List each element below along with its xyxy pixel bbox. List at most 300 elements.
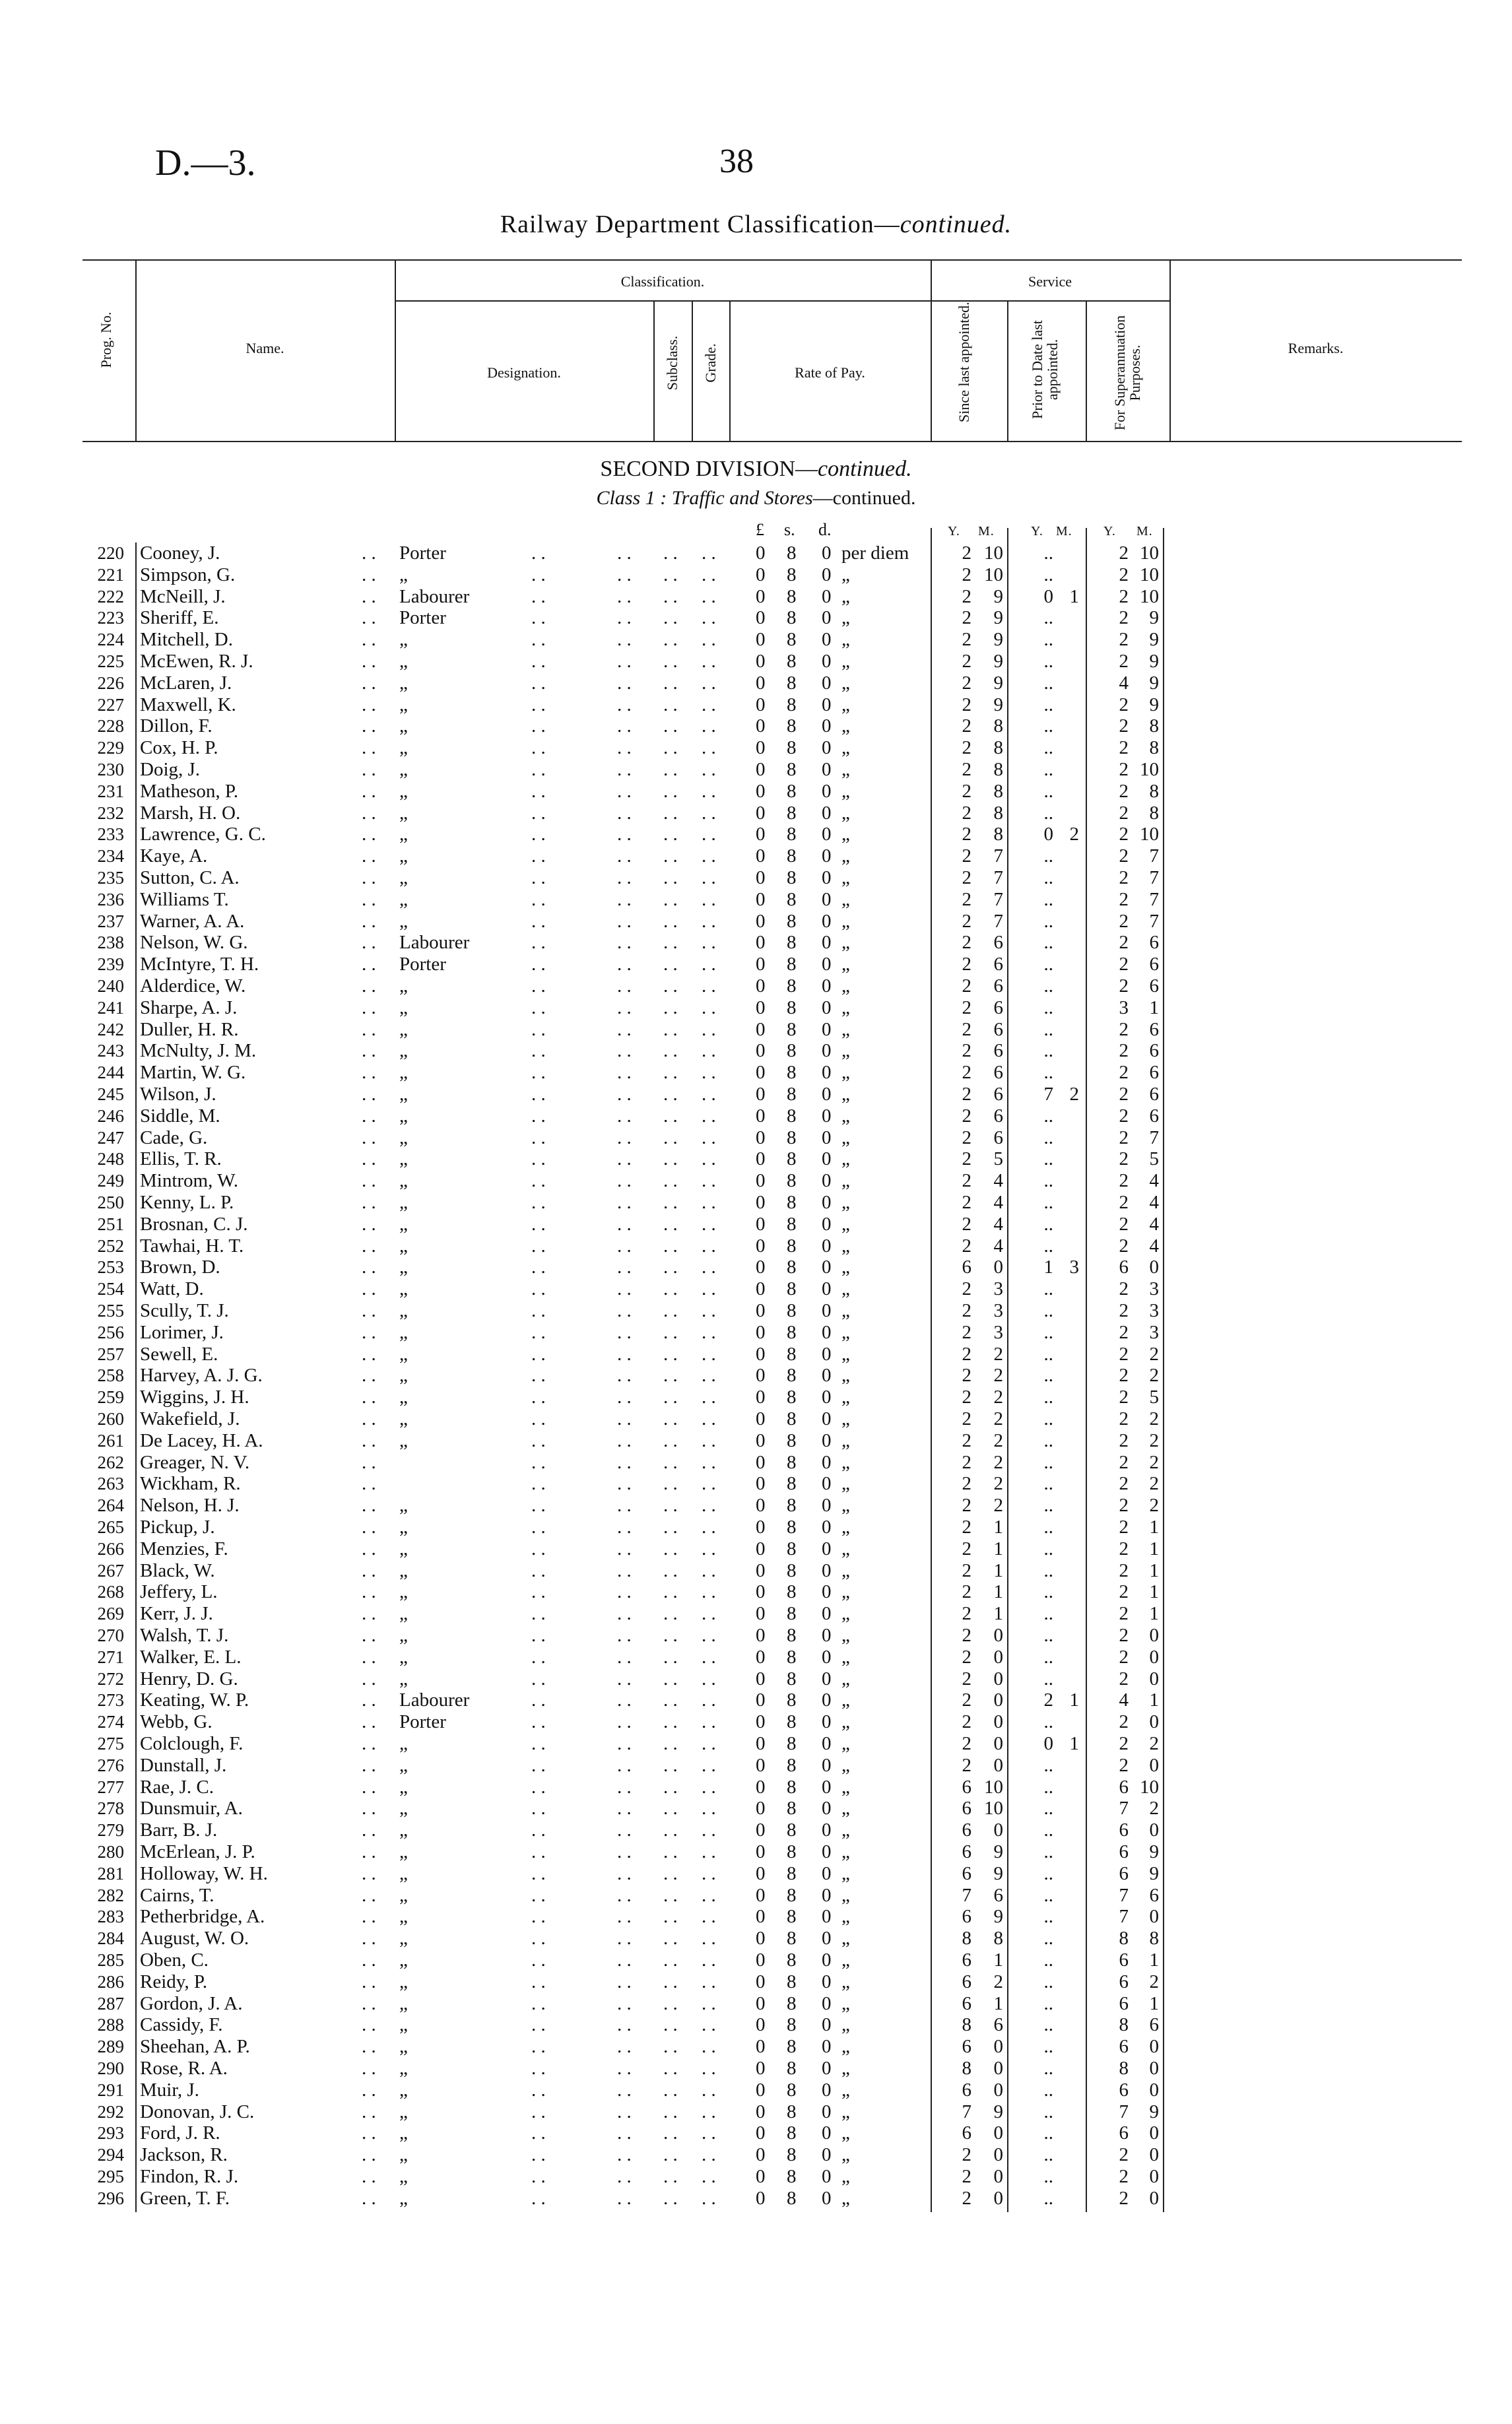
- table-row: [0, 1473, 1512, 1495]
- leader-dots: . .: [617, 802, 632, 824]
- designation: „: [399, 1819, 408, 1841]
- leader-dots: . .: [617, 1689, 632, 1711]
- rate-pounds: 0: [756, 1127, 766, 1148]
- super-years: 2: [1119, 1625, 1129, 1646]
- rate-pence: 0: [822, 824, 832, 845]
- leader-dots: . .: [531, 1387, 546, 1408]
- since-years: 8: [962, 2014, 971, 2036]
- super-months: 0: [1149, 2122, 1159, 2144]
- rate-pounds: 0: [756, 1300, 766, 1321]
- leader-dots: . .: [702, 1235, 716, 1257]
- super-months: 2: [1149, 1365, 1159, 1387]
- rate-pounds: 0: [756, 2166, 766, 2187]
- designation: Labourer: [399, 585, 470, 607]
- leader-dots: . .: [702, 954, 716, 975]
- prog-number: 282: [97, 1885, 124, 1905]
- prior-years: ..: [1043, 975, 1053, 997]
- leader-dots: . .: [362, 2079, 376, 2101]
- employee-name: Webb, G.: [140, 1711, 213, 1733]
- rate-pence: 0: [822, 1084, 832, 1105]
- leader-dots: . .: [663, 1278, 678, 1300]
- leader-dots: . .: [531, 1062, 546, 1084]
- prog-number: 236: [97, 889, 124, 909]
- leader-dots: . .: [531, 1018, 546, 1040]
- since-years: 2: [962, 759, 971, 780]
- super-years: 2: [1119, 1408, 1129, 1429]
- rate-shillings: 8: [787, 2122, 797, 2144]
- since-years: 2: [962, 1084, 971, 1105]
- rate-pounds: 0: [756, 1062, 766, 1084]
- super-years: 3: [1119, 997, 1129, 1018]
- prog-number: 248: [97, 1149, 124, 1169]
- prog-number: 223: [97, 608, 124, 628]
- rate-pence: 0: [822, 1949, 832, 1971]
- leader-dots: . .: [617, 1105, 632, 1127]
- rate-period: „: [841, 1387, 850, 1408]
- employee-name: Nelson, H. J.: [140, 1495, 240, 1517]
- prior-years: ..: [1043, 1754, 1053, 1776]
- since-years: 2: [962, 2144, 971, 2166]
- leader-dots: . .: [663, 1321, 678, 1343]
- rate-pence: 0: [822, 1495, 832, 1517]
- leader-dots: . .: [617, 1084, 632, 1105]
- rate-period: „: [841, 1841, 850, 1862]
- employee-name: Williams T.: [140, 888, 229, 910]
- super-years: 6: [1119, 2122, 1129, 2144]
- super-months: 2: [1149, 1429, 1159, 1451]
- class-name: Class 1 : Traffic and Stores: [596, 487, 813, 509]
- designation: „: [399, 1192, 408, 1213]
- leader-dots: . .: [362, 1559, 376, 1581]
- rate-pounds: 0: [756, 1928, 766, 1949]
- rate-period: „: [841, 867, 850, 888]
- table-row: [0, 542, 1512, 564]
- designation: „: [399, 2187, 408, 2209]
- leader-dots: . .: [663, 1581, 678, 1603]
- designation: „: [399, 910, 408, 932]
- since-months: 10: [984, 1798, 1003, 1819]
- leader-dots: . .: [362, 1387, 376, 1408]
- since-months: 9: [993, 1906, 1003, 1928]
- super-years: 2: [1119, 585, 1129, 607]
- leader-dots: . .: [617, 629, 632, 651]
- designation: „: [399, 2079, 408, 2101]
- since-months: 6: [993, 1062, 1003, 1084]
- leader-dots: . .: [531, 1538, 546, 1559]
- leader-dots: . .: [531, 564, 546, 585]
- leader-dots: . .: [531, 975, 546, 997]
- prog-number: 274: [97, 1712, 124, 1732]
- employee-name: Barr, B. J.: [140, 1819, 218, 1841]
- designation: „: [399, 651, 408, 672]
- super-years: 2: [1119, 1084, 1129, 1105]
- designation: „: [399, 2144, 408, 2166]
- super-months: 10: [1140, 824, 1159, 845]
- leader-dots: . .: [531, 1451, 546, 1473]
- super-months: 7: [1149, 888, 1159, 910]
- leader-dots: . .: [362, 997, 376, 1018]
- since-months: 1: [993, 1517, 1003, 1538]
- prog-number: 258: [97, 1365, 124, 1386]
- since-months: 0: [993, 1257, 1003, 1278]
- super-months: 1: [1149, 1992, 1159, 2014]
- prog-number: 267: [97, 1560, 124, 1581]
- leader-dots: . .: [531, 1473, 546, 1495]
- super-years: 6: [1119, 2036, 1129, 2058]
- rate-pence: 0: [822, 1257, 832, 1278]
- leader-dots: . .: [362, 1473, 376, 1495]
- rate-period: „: [841, 1343, 850, 1365]
- prior-months: 1: [1069, 585, 1079, 607]
- prog-number: 256: [97, 1322, 124, 1342]
- rate-shillings: 8: [787, 1408, 797, 1429]
- since-months: 7: [993, 867, 1003, 888]
- rate-pence: 0: [822, 1776, 832, 1798]
- prior-years: ..: [1043, 1646, 1053, 1668]
- rate-pounds: 0: [756, 715, 766, 737]
- rate-pounds: 0: [756, 1646, 766, 1668]
- prog-number: 254: [97, 1279, 124, 1299]
- employee-name: Kerr, J. J.: [140, 1603, 213, 1625]
- leader-dots: . .: [362, 1646, 376, 1668]
- leader-dots: . .: [663, 1365, 678, 1387]
- prior-years: 0: [1043, 585, 1053, 607]
- rate-pence: 0: [822, 1992, 832, 2014]
- super-years: 6: [1119, 1776, 1129, 1798]
- leader-dots: . .: [531, 1668, 546, 1689]
- leader-dots: . .: [362, 1603, 376, 1625]
- super-years: 2: [1119, 1170, 1129, 1192]
- header-prior-to-date: Prior to Date last appointed.: [1029, 320, 1061, 419]
- rate-pounds: 0: [756, 954, 766, 975]
- rate-shillings: 8: [787, 824, 797, 845]
- designation: „: [399, 1625, 408, 1646]
- rate-pounds: 0: [756, 1711, 766, 1733]
- leader-dots: . .: [531, 1148, 546, 1170]
- prog-number: 222: [97, 586, 124, 606]
- table-row: [0, 954, 1512, 975]
- designation: „: [399, 2058, 408, 2079]
- rate-shillings: 8: [787, 585, 797, 607]
- division-continued: continued.: [818, 457, 912, 481]
- super-months: 4: [1149, 1235, 1159, 1257]
- prog-number: 245: [97, 1084, 124, 1104]
- prog-number: 244: [97, 1063, 124, 1083]
- table-row: [0, 911, 1512, 933]
- leader-dots: . .: [617, 888, 632, 910]
- employee-name: Doig, J.: [140, 759, 201, 780]
- rate-period: „: [841, 1040, 850, 1062]
- super-years: 2: [1119, 1365, 1129, 1387]
- super-months: 3: [1149, 1300, 1159, 1321]
- since-months: 5: [993, 1148, 1003, 1170]
- leader-dots: . .: [702, 2014, 716, 2036]
- leader-dots: . .: [531, 932, 546, 954]
- super-years: 8: [1119, 1928, 1129, 1949]
- since-months: 0: [993, 1689, 1003, 1711]
- table-row: [0, 1581, 1512, 1603]
- super-months: 5: [1149, 1387, 1159, 1408]
- table-row: [0, 1625, 1512, 1647]
- leader-dots: . .: [617, 780, 632, 802]
- super-months: 6: [1149, 975, 1159, 997]
- super-months: 9: [1149, 694, 1159, 715]
- since-months: 8: [993, 737, 1003, 759]
- employee-name: Reidy, P.: [140, 1971, 208, 1992]
- since-months: 9: [993, 651, 1003, 672]
- leader-dots: . .: [531, 2079, 546, 2101]
- prior-years: 1: [1043, 1257, 1053, 1278]
- leader-dots: . .: [617, 1495, 632, 1517]
- super-years: 2: [1119, 1321, 1129, 1343]
- since-years: 2: [962, 1365, 971, 1387]
- leader-dots: . .: [362, 1819, 376, 1841]
- rate-pounds: 0: [756, 1689, 766, 1711]
- employee-name: Duller, H. R.: [140, 1018, 239, 1040]
- since-years: 2: [962, 954, 971, 975]
- since-years: 8: [962, 2058, 971, 2079]
- rate-pounds: 0: [756, 1473, 766, 1495]
- super-months: 4: [1149, 1213, 1159, 1235]
- rate-pounds: 0: [756, 1343, 766, 1365]
- rate-shillings: 8: [787, 1127, 797, 1148]
- leader-dots: . .: [702, 1127, 716, 1148]
- super-months: 1: [1149, 1517, 1159, 1538]
- table-row: [0, 1777, 1512, 1798]
- table-row: [0, 2188, 1512, 2210]
- rate-pounds: 0: [756, 1668, 766, 1689]
- rate-period: „: [841, 1192, 850, 1213]
- table-row: [0, 1538, 1512, 1560]
- table-row: [0, 1452, 1512, 1474]
- leader-dots: . .: [617, 737, 632, 759]
- prior-months: 1: [1069, 1733, 1079, 1754]
- designation: „: [399, 1429, 408, 1451]
- super-months: 2: [1149, 1408, 1159, 1429]
- leader-dots: . .: [663, 2166, 678, 2187]
- super-years: 2: [1119, 1387, 1129, 1408]
- since-years: 2: [962, 1538, 971, 1559]
- since-years: 2: [962, 824, 971, 845]
- prog-number: 231: [97, 781, 124, 801]
- designation: „: [399, 780, 408, 802]
- rate-pounds: 0: [756, 1321, 766, 1343]
- super-years: 6: [1119, 1257, 1129, 1278]
- prior-years: ..: [1043, 1841, 1053, 1862]
- prior-years: ..: [1043, 2079, 1053, 2101]
- rate-period: „: [841, 1495, 850, 1517]
- super-months: 8: [1149, 780, 1159, 802]
- since-months: 2: [993, 1429, 1003, 1451]
- prior-months: 2: [1069, 824, 1079, 845]
- employee-name: Sheehan, A. P.: [140, 2036, 250, 2058]
- since-years: 2: [962, 1127, 971, 1148]
- since-months: 0: [993, 2187, 1003, 2209]
- rate-pence: 0: [822, 997, 832, 1018]
- leader-dots: . .: [702, 694, 716, 715]
- table-row: [0, 1928, 1512, 1949]
- rate-period: „: [841, 1213, 850, 1235]
- employee-name: Wilson, J.: [140, 1084, 216, 1105]
- rate-period: „: [841, 1711, 850, 1733]
- leader-dots: . .: [617, 954, 632, 975]
- rate-pounds: 0: [756, 2079, 766, 2101]
- super-months: 0: [1149, 1711, 1159, 1733]
- prior-months: 3: [1069, 1257, 1079, 1278]
- leader-dots: . .: [617, 1062, 632, 1084]
- designation: „: [399, 737, 408, 759]
- super-years: 6: [1119, 2079, 1129, 2101]
- rate-pounds: 0: [756, 1517, 766, 1538]
- leader-dots: . .: [531, 607, 546, 629]
- leader-dots: . .: [531, 2166, 546, 2187]
- super-years: 2: [1119, 1213, 1129, 1235]
- prior-years: ..: [1043, 1798, 1053, 1819]
- rate-period: „: [841, 1451, 850, 1473]
- employee-name: Walsh, T. J.: [140, 1625, 229, 1646]
- employee-name: Martin, W. G.: [140, 1062, 246, 1084]
- prior-years: ..: [1043, 1884, 1053, 1906]
- rate-period: „: [841, 1625, 850, 1646]
- since-years: 2: [962, 1105, 971, 1127]
- designation: „: [399, 1235, 408, 1257]
- leader-dots: . .: [531, 672, 546, 694]
- prior-years: ..: [1043, 1235, 1053, 1257]
- leader-dots: . .: [362, 802, 376, 824]
- designation: „: [399, 1884, 408, 1906]
- super-months: 6: [1149, 1084, 1159, 1105]
- rate-pence: 0: [822, 1105, 832, 1127]
- prior-years: ..: [1043, 607, 1053, 629]
- since-months: 0: [993, 2036, 1003, 2058]
- since-months: 10: [984, 542, 1003, 564]
- rate-pounds: 0: [756, 2036, 766, 2058]
- leader-dots: . .: [663, 1451, 678, 1473]
- leader-dots: . .: [531, 1949, 546, 1971]
- leader-dots: . .: [531, 888, 546, 910]
- designation: „: [399, 1668, 408, 1689]
- leader-dots: . .: [531, 1733, 546, 1754]
- rate-pence: 0: [822, 975, 832, 997]
- employee-name: Scully, T. J.: [140, 1300, 229, 1321]
- leader-dots: . .: [702, 845, 716, 867]
- since-months: 6: [993, 975, 1003, 997]
- rate-shillings: 8: [787, 1668, 797, 1689]
- leader-dots: . .: [663, 1819, 678, 1841]
- table-row: [0, 1863, 1512, 1885]
- rate-pounds: 0: [756, 737, 766, 759]
- rate-pounds: 0: [756, 651, 766, 672]
- table-row: [0, 715, 1512, 737]
- designation: „: [399, 1581, 408, 1603]
- rate-shillings: 8: [787, 1971, 797, 1992]
- rate-pence: 0: [822, 1040, 832, 1062]
- prior-years: ..: [1043, 888, 1053, 910]
- col-divider: [1007, 300, 1008, 441]
- prior-years: ..: [1043, 1040, 1053, 1062]
- super-months: 9: [1149, 672, 1159, 694]
- prior-years: ..: [1043, 1538, 1053, 1559]
- rate-period: „: [841, 1928, 850, 1949]
- leader-dots: . .: [362, 2101, 376, 2122]
- employee-name: Sutton, C. A.: [140, 867, 240, 888]
- super-months: 0: [1149, 1906, 1159, 1928]
- prior-years: ..: [1043, 542, 1053, 564]
- rate-pounds: 0: [756, 1495, 766, 1517]
- super-years: 6: [1119, 1971, 1129, 1992]
- since-months: 6: [993, 997, 1003, 1018]
- super-years: 2: [1119, 542, 1129, 564]
- leader-dots: . .: [663, 1928, 678, 1949]
- leader-dots: . .: [531, 1884, 546, 1906]
- rate-pence: 0: [822, 1538, 832, 1559]
- since-months: 6: [993, 1884, 1003, 1906]
- leader-dots: . .: [531, 997, 546, 1018]
- employee-name: Kaye, A.: [140, 845, 208, 867]
- super-months: 9: [1149, 651, 1159, 672]
- leader-dots: . .: [702, 802, 716, 824]
- rate-pence: 0: [822, 564, 832, 585]
- table-row: [0, 1711, 1512, 1733]
- leader-dots: . .: [531, 824, 546, 845]
- leader-dots: . .: [663, 564, 678, 585]
- leader-dots: . .: [663, 1884, 678, 1906]
- since-months: 1: [993, 1603, 1003, 1625]
- rate-pounds: 0: [756, 2014, 766, 2036]
- leader-dots: . .: [362, 1798, 376, 1819]
- leader-dots: . .: [362, 932, 376, 954]
- prog-number: 262: [97, 1452, 124, 1472]
- leader-dots: . .: [617, 1451, 632, 1473]
- table-row: [0, 1040, 1512, 1062]
- rate-pounds: 0: [756, 867, 766, 888]
- super-months: 9: [1149, 2101, 1159, 2122]
- employee-name: Sewell, E.: [140, 1343, 218, 1365]
- rate-pence: 0: [822, 1928, 832, 1949]
- since-months: 4: [993, 1235, 1003, 1257]
- employee-name: Nelson, W. G.: [140, 932, 248, 954]
- rate-shillings: 8: [787, 2058, 797, 2079]
- leader-dots: . .: [702, 715, 716, 737]
- leader-dots: . .: [663, 542, 678, 564]
- super-years: 2: [1119, 1300, 1129, 1321]
- leader-dots: . .: [702, 1581, 716, 1603]
- prog-number: 251: [97, 1214, 124, 1234]
- since-months: 6: [993, 1084, 1003, 1105]
- unit-years: Y.: [1103, 524, 1116, 539]
- leader-dots: . .: [531, 759, 546, 780]
- prior-years: ..: [1043, 1495, 1053, 1517]
- designation: „: [399, 2101, 408, 2122]
- super-years: 2: [1119, 1148, 1129, 1170]
- employee-name: Alderdice, W.: [140, 975, 246, 997]
- rate-period: „: [841, 1884, 850, 1906]
- table-row: [0, 1430, 1512, 1452]
- leader-dots: . .: [362, 867, 376, 888]
- leader-dots: . .: [362, 1105, 376, 1127]
- rate-shillings: 8: [787, 1581, 797, 1603]
- since-months: 6: [993, 2014, 1003, 2036]
- leader-dots: . .: [531, 629, 546, 651]
- table-row: [0, 1300, 1512, 1322]
- leader-dots: . .: [702, 737, 716, 759]
- leader-dots: . .: [362, 1711, 376, 1733]
- super-years: 2: [1119, 1278, 1129, 1300]
- leader-dots: . .: [531, 1906, 546, 1928]
- rate-pounds: 0: [756, 759, 766, 780]
- prog-number: 229: [97, 738, 124, 758]
- rate-pounds: 0: [756, 1018, 766, 1040]
